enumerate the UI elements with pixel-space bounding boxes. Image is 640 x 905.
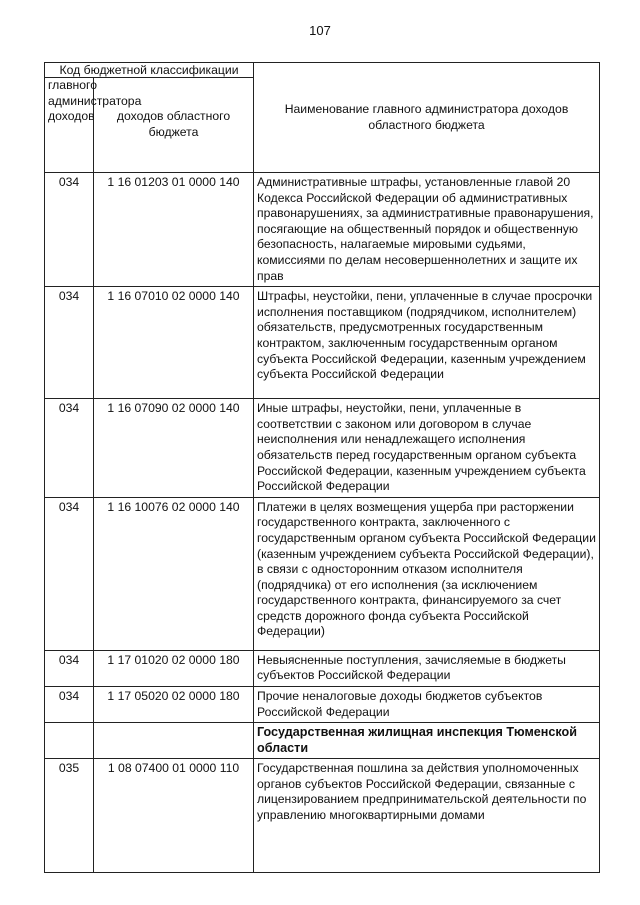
budget-code-cell — [94, 723, 254, 759]
admin-code-cell: 034 — [45, 399, 94, 498]
admin-code-cell: 034 — [45, 287, 94, 399]
budget-classification-table — [44, 62, 600, 873]
admin-code-cell: 034 — [45, 173, 94, 287]
admin-code-cell: 034 — [45, 650, 94, 686]
table-row — [45, 173, 600, 287]
section-title-cell: Государственная жилищная инспекция Тюменской области — [254, 723, 600, 759]
description-cell: Административные штрафы, установленные главой 20 Кодекса Российской Федерации об административных правонарушениях, за административные правонарушения, посягающие на общественный порядок и общественную безопасность, налагаемые мировыми судьями, комиссиями по делам несовершеннолетних и защите их прав — [254, 173, 600, 287]
budget-code-cell: 1 16 10076 02 0000 140 — [94, 497, 254, 650]
table-row — [45, 399, 600, 498]
description-cell: Платежи в целях возмещения ущерба при расторжении государственного контракта, заключенного с государственным органом субъекта Российской Федерации (казенным учреждением субъекта Российской Федерации), в связи с односторонним отказом исполнителя (подрядчика) от его исполнения (за исключением государственного контракта, финансируемого за счет средств дорожного фонда субъекта Российской Федерации) — [254, 497, 600, 650]
section-header-row — [45, 723, 600, 759]
budget-code-cell: 1 17 01020 02 0000 180 — [94, 650, 254, 686]
description-cell: Государственная пошлина за действия уполномоченных органов субъектов Российской Федерации, связанные с лицензированием предпринимательской деятельности по управлению многоквартирными домами — [254, 759, 600, 873]
budget-code-cell: 1 16 01203 01 0000 140 — [94, 173, 254, 287]
header-admin-code: главного администратора доходов — [45, 78, 94, 173]
admin-code-cell: 034 — [45, 497, 94, 650]
table-row — [45, 650, 600, 686]
admin-code-cell: 035 — [45, 759, 94, 873]
budget-code-cell: 1 17 05020 02 0000 180 — [94, 686, 254, 722]
admin-code-cell — [45, 723, 94, 759]
table-row — [45, 497, 600, 650]
budget-code-cell: 1 16 07090 02 0000 140 — [94, 399, 254, 498]
budget-code-cell: 1 16 07010 02 0000 140 — [94, 287, 254, 399]
page-number: 107 — [309, 23, 331, 38]
table-row — [45, 287, 600, 399]
header-revenue-code: доходов областного бюджета — [94, 78, 254, 173]
description-cell: Невыясненные поступления, зачисляемые в бюджеты субъектов Российской Федерации — [254, 650, 600, 686]
budget-code-cell: 1 08 07400 01 0000 110 — [94, 759, 254, 873]
table-row — [45, 759, 600, 873]
admin-code-cell: 034 — [45, 686, 94, 722]
description-cell: Иные штрафы, неустойки, пени, уплаченные в соответствии с законом или договором в случае неисполнения или ненадлежащего исполнения обязательств перед государственным органом субъекта Российской Федерации, казенным учреждением субъекта Российской Федерации — [254, 399, 600, 498]
description-cell: Штрафы, неустойки, пени, уплаченные в случае просрочки исполнения поставщиком (подрядчиком, исполнителем) обязательств, предусмотренных государственным контрактом, заключенным государственным органом субъекта Российской Федерации, казенным учреждением субъекта Российской Федерации — [254, 287, 600, 399]
header-admin-name: Наименование главного администратора доходов областного бюджета — [254, 63, 600, 173]
table-row — [45, 686, 600, 722]
description-cell: Прочие неналоговые доходы бюджетов субъектов Российской Федерации — [254, 686, 600, 722]
header-group-title: Код бюджетной классификации — [45, 63, 254, 78]
